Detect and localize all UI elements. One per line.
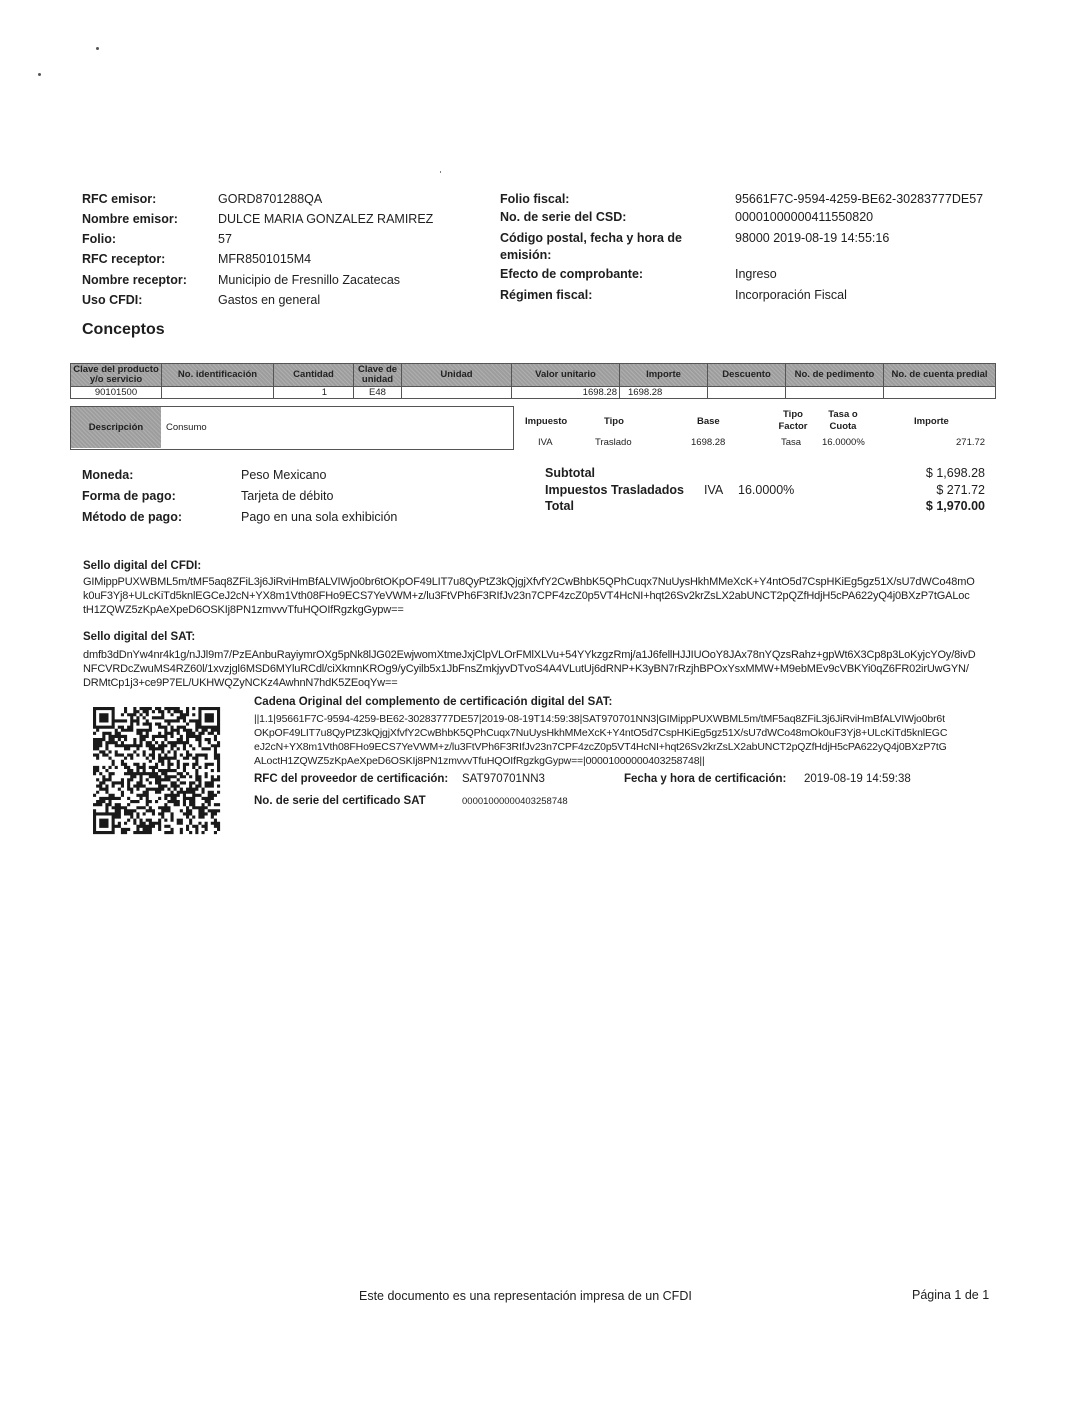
table-cell: 1 <box>274 387 354 399</box>
fecha-certificacion-value: 2019-08-19 14:59:38 <box>804 773 911 785</box>
imp-header: Tipo <box>604 416 624 427</box>
table-cell: 1698.28 <box>512 387 620 399</box>
total-label: Total <box>545 499 574 513</box>
forma-pago-label: Forma de pago: <box>82 489 176 503</box>
forma-pago-value: Tarjeta de débito <box>241 489 334 503</box>
subtotal-label: Subtotal <box>545 466 595 480</box>
subtotal-value: $ 1,698.28 <box>925 466 985 480</box>
uso-cfdi-label: Uso CFDI: <box>82 293 143 307</box>
sello-cfdi-label: Sello digital del CFDI: <box>83 560 202 572</box>
cadena-line: ||1.1|95661F7C-9594-4259-BE62-30283777DE57|2019-08-19T14:59:38|SAT970701NN3|GIMippPUXWBML5m/tMF5aq8ZFiL3j6JiRviHmBfALVIWjo0br6t <box>254 713 945 725</box>
cadena-line: OKpOF49LIT7u8QyPtZ3kQjgjXfvfY2CwBhbK5QPhCuqx7NuUysHkhMMeXcK+Y4ntO5d7CspHKiEg5gz51X/sU7dWCo48mOk0uF3Yj8+ULcKiTd5knlEGC <box>254 727 948 739</box>
conceptos-table <box>70 363 996 399</box>
sello-cfdi-line: GIMippPUXWBML5m/tMF5aq8ZFiL3j6JiRviHmBfALVIWjo0br6tOKpOF49LIT7u8QyPtZ3kQjgjXfvfY2CwBhbK5QPhCuqx7NuUysHkhMMeXcK+Y4ntO5d7CspHKiEg5gz51X/sU7dWCo48mO <box>83 576 975 588</box>
uso-cfdi-value: Gastos en general <box>218 293 321 307</box>
sello-cfdi-line: tH1ZQWZ5zKpAeXpeD6OSKIj8PN1zmvvvTfuHQOIfRgzkgGypw== <box>83 604 404 616</box>
folio-value: 57 <box>218 232 232 246</box>
nombre-emisor-label: Nombre emisor: <box>82 212 178 226</box>
imp-header: Tasa o Cuota <box>828 409 858 432</box>
col-header: Clave de unidad <box>354 364 402 387</box>
serie-sat-label: No. de serie del certificado SAT <box>254 795 426 807</box>
folio-label: Folio: <box>82 232 117 246</box>
cp-fecha-label: Código postal, fecha y hora de <box>500 231 682 245</box>
col-header: Valor unitario <box>512 364 620 387</box>
regimen-value: Incorporación Fiscal <box>735 288 847 302</box>
scan-speck <box>440 171 441 173</box>
scan-speck <box>38 73 41 76</box>
cadena-line: ALoctH1ZQWZ5zKpAeXpeD6OSKIj8PN1zmvvvTfuHQOIfRgzkgGypw==|00001000000403258748|| <box>254 755 705 767</box>
fecha-certificacion-label: Fecha y hora de certificación: <box>624 773 787 785</box>
rfc-proveedor-value: SAT970701NN3 <box>462 773 545 785</box>
moneda-label: Moneda: <box>82 468 134 482</box>
descripcion-label: Descripción <box>71 407 161 448</box>
nombre-emisor-value: DULCE MARIA GONZALEZ RAMIREZ <box>218 212 434 226</box>
total-value: $ 1,970.00 <box>925 499 985 513</box>
col-header: Clave del producto y/o servicio <box>71 364 162 387</box>
cadena-label: Cadena Original del complemento de certificación digital del SAT: <box>254 696 613 708</box>
table-row <box>71 387 996 399</box>
col-header: Unidad <box>402 364 512 387</box>
imp-cell: 271.72 <box>956 437 986 448</box>
table-cell <box>708 387 786 399</box>
sello-sat-line: NFCVRDcZwuMS4RZ60l/1xvzjgl6MSD6MYluRCdl/ciXkmnKROg9/yCyilb5x1JbFnsZmkjyvDTvoS4A4VLutUj6dRNP+K3yBN7rRzjhBPOxYsxMMW+M9ebMEv9cVBKYi0qZ6FR02irUwGYN/ <box>83 663 969 675</box>
serie-csd-value: 00001000000411550820 <box>735 210 874 224</box>
table-cell: 1698.28 <box>620 387 708 399</box>
sello-sat-line: dmfb3dDnYw4nr4k1g/nJJl9m7/PzEAnbuRayiymrOXg5pNk8lJG02EwjwomXtmeJxjClpVLOrFMlXLVu+54YYkzgzRmj/a1J6fellHJJIUOoY8JAx78nYQzsRahz+gpWt6X3Cp8p3LoKyjcYOy/8ivD <box>83 649 976 661</box>
serie-sat-value: 00001000000403258748 <box>462 796 568 807</box>
sello-sat-label: Sello digital del SAT: <box>83 631 196 643</box>
imp-cell: Traslado <box>595 437 632 448</box>
imp-header: Tipo Factor <box>778 409 808 432</box>
table-cell <box>162 387 274 399</box>
table-cell <box>786 387 884 399</box>
descripcion-value: Consumo <box>166 422 207 433</box>
regimen-label: Régimen fiscal: <box>500 288 593 302</box>
col-header: No. de cuenta predial <box>884 364 996 387</box>
imp-header: Importe <box>914 416 949 427</box>
conceptos-title: Conceptos <box>82 321 165 338</box>
table-cell: 90101500 <box>71 387 162 399</box>
moneda-value: Peso Mexicano <box>241 468 327 482</box>
imp-cell: 1698.28 <box>691 437 726 448</box>
imp-cell: IVA <box>538 437 553 448</box>
table-header-row <box>71 364 996 387</box>
folio-fiscal-value: 95661F7C-9594-4259-BE62-30283777DE57 <box>735 192 984 206</box>
qr-code-image <box>93 707 223 835</box>
sello-cfdi-line: k0uF3Yj8+ULcKiTd5knlEGCeJ2cN+YX8m1Vth08FHo9ECS7YeVWM+z/lu3FtVPh6F3RIfJv23n7CPF4zcZ0p5VT4HcNI+hqt26Sv2krZsLX2abUNCT2pQZfHdjH5cPA622yQ4j0BXzP7tGALoc <box>83 590 970 602</box>
col-header: No. identificación <box>162 364 274 387</box>
col-header: Importe <box>620 364 708 387</box>
page-number: Página 1 de 1 <box>912 1288 990 1302</box>
impuestos-label: Impuestos Trasladados <box>545 483 684 497</box>
impuestos-tasa: 16.0000% <box>738 483 795 497</box>
table-cell <box>884 387 996 399</box>
table-cell: E48 <box>354 387 402 399</box>
rfc-emisor-value: GORD8701288QA <box>218 192 323 206</box>
folio-fiscal-label: Folio fiscal: <box>500 192 570 206</box>
nombre-receptor-value: Municipio de Fresnillo Zacatecas <box>218 273 401 287</box>
rfc-emisor-label: RFC emisor: <box>82 192 157 206</box>
rfc-proveedor-label: RFC del proveedor de certificación: <box>254 773 449 785</box>
rfc-receptor-label: RFC receptor: <box>82 252 166 266</box>
scan-speck <box>96 47 99 50</box>
col-header: No. de pedimento <box>786 364 884 387</box>
footer-note: Este documento es una representación impresa de un CFDI <box>359 1289 692 1303</box>
efecto-value: Ingreso <box>735 267 777 281</box>
metodo-pago-value: Pago en una sola exhibición <box>241 510 398 524</box>
rfc-receptor-value: MFR8501015M4 <box>218 252 312 266</box>
serie-csd-label: No. de serie del CSD: <box>500 210 627 224</box>
imp-header: Base <box>697 416 720 427</box>
cp-fecha-label-2: emisión: <box>500 248 552 262</box>
imp-header: Impuesto <box>525 416 568 427</box>
cp-fecha-value: 98000 2019-08-19 14:55:16 <box>735 231 890 245</box>
impuestos-tipo: IVA <box>704 483 724 497</box>
col-header: Descuento <box>708 364 786 387</box>
cadena-line: eJ2cN+YX8m1Vth08FHo9ECS7YeVWM+z/lu3FtVPh6F3RIfJv23n7CPF4zcZ0p5VT4HcNI+hqt26Sv2krZsLX2abUNCT2pQZfHdjH5cPA622yQ4j0BXzP7tG <box>254 741 947 753</box>
imp-cell: 16.0000% <box>822 437 865 448</box>
efecto-label: Efecto de comprobante: <box>500 267 644 281</box>
impuestos-value: $ 271.72 <box>936 483 985 497</box>
nombre-receptor-label: Nombre receptor: <box>82 273 187 287</box>
imp-cell: Tasa <box>781 437 802 448</box>
col-header: Cantidad <box>274 364 354 387</box>
metodo-pago-label: Método de pago: <box>82 510 182 524</box>
sello-sat-line: DRMtCp1j3+ce9P7EL/UKHWQZyNCKz4AwhnN7hdK5ZEoqYw== <box>83 677 398 689</box>
table-cell <box>402 387 512 399</box>
